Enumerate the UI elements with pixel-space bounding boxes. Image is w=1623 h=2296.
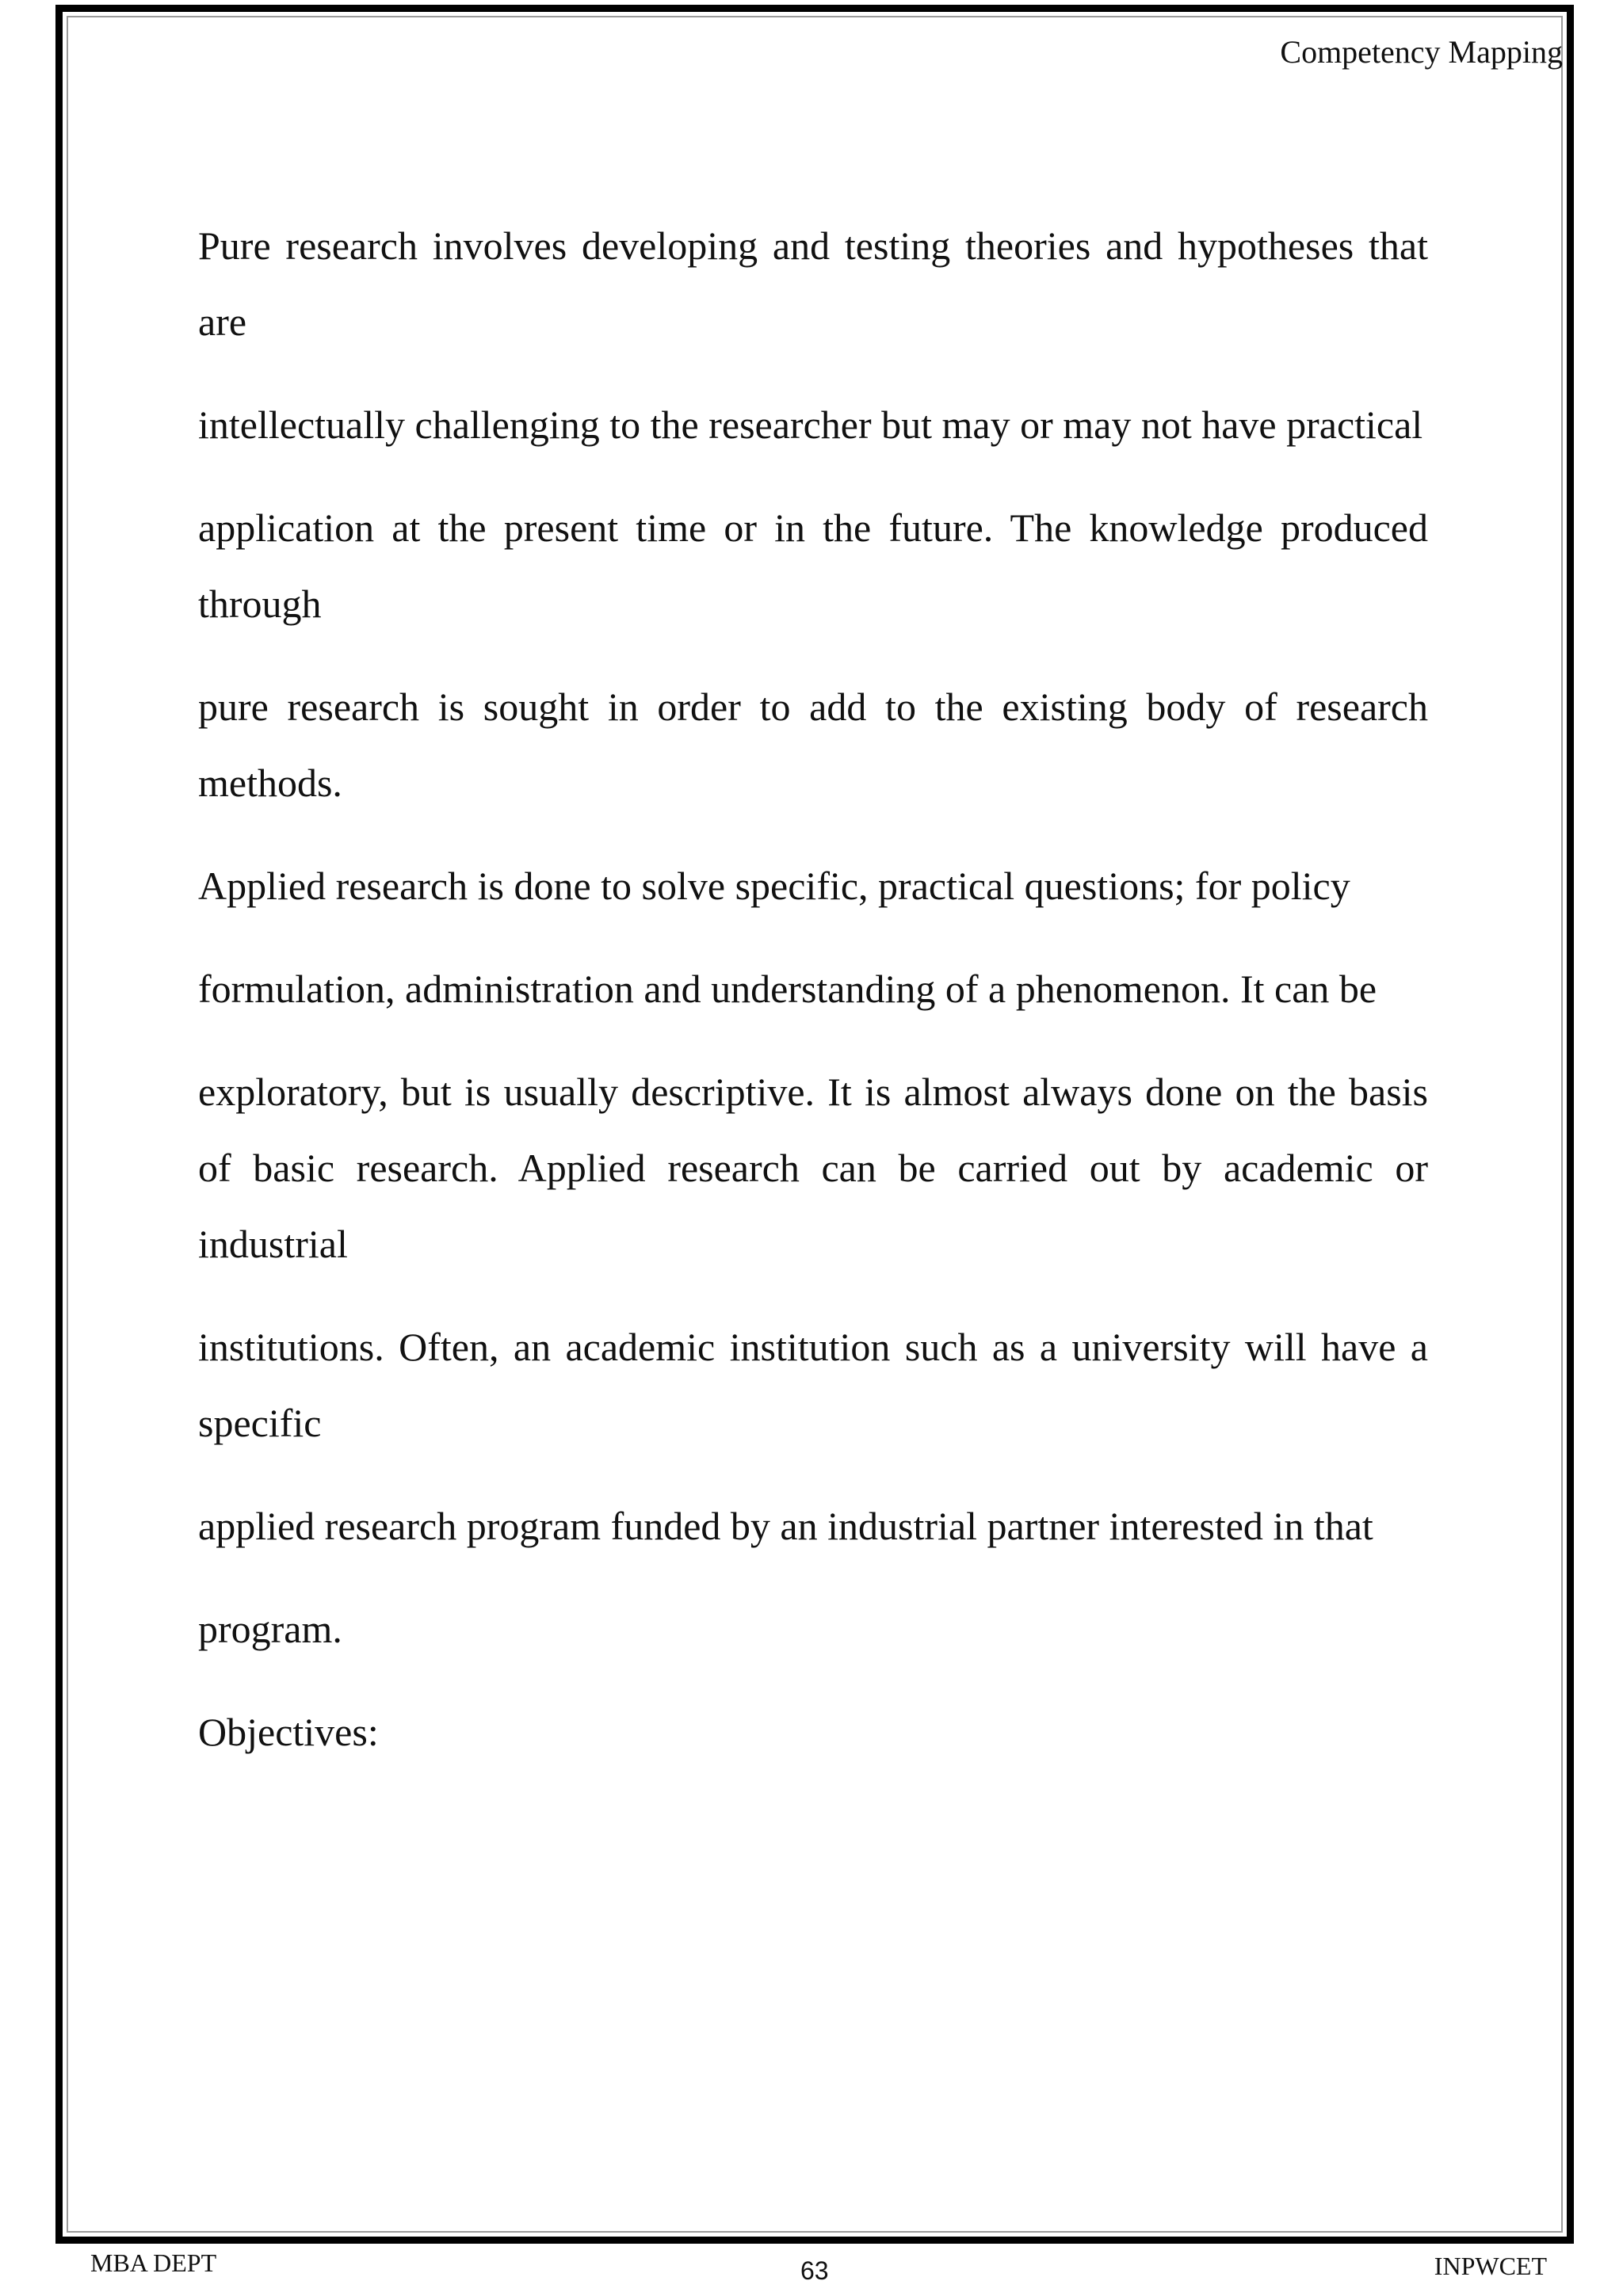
page-content [198, 208, 1428, 1797]
running-header: Competency Mapping [1280, 34, 1563, 70]
paragraph: program. [198, 1607, 342, 1651]
footer-institution: INPWCET [1434, 2252, 1547, 2280]
section-heading-objectives: Objectives: [198, 1710, 379, 1754]
paragraph: Pure research involves developing and testing theories and hypotheses that are [198, 223, 1428, 344]
paragraph: pure research is sought in order to add to the existing body of research methods. [198, 685, 1428, 805]
paragraph: applied research program funded by an industrial partner interested in that [198, 1504, 1373, 1548]
paragraph: intellectually challenging to the researcher but may or may not have practical [198, 402, 1423, 447]
paragraph: formulation, administration and understanding of a phenomenon. It can be [198, 967, 1377, 1011]
paragraph: application at the present time or in the future. The knowledge produced through [198, 505, 1428, 626]
footer-department: MBA DEPT [90, 2248, 217, 2277]
paragraph: exploratory, but is usually descriptive. It is almost always done on the basis of basic research. Applied research can be carried out by academic or industrial [198, 1070, 1428, 1266]
paragraph: institutions. Often, an academic institution such as a university will have a specific [198, 1325, 1428, 1445]
paragraph: Applied research is done to solve specific, practical questions; for policy [198, 864, 1350, 908]
page-number: 63 [800, 2256, 829, 2285]
